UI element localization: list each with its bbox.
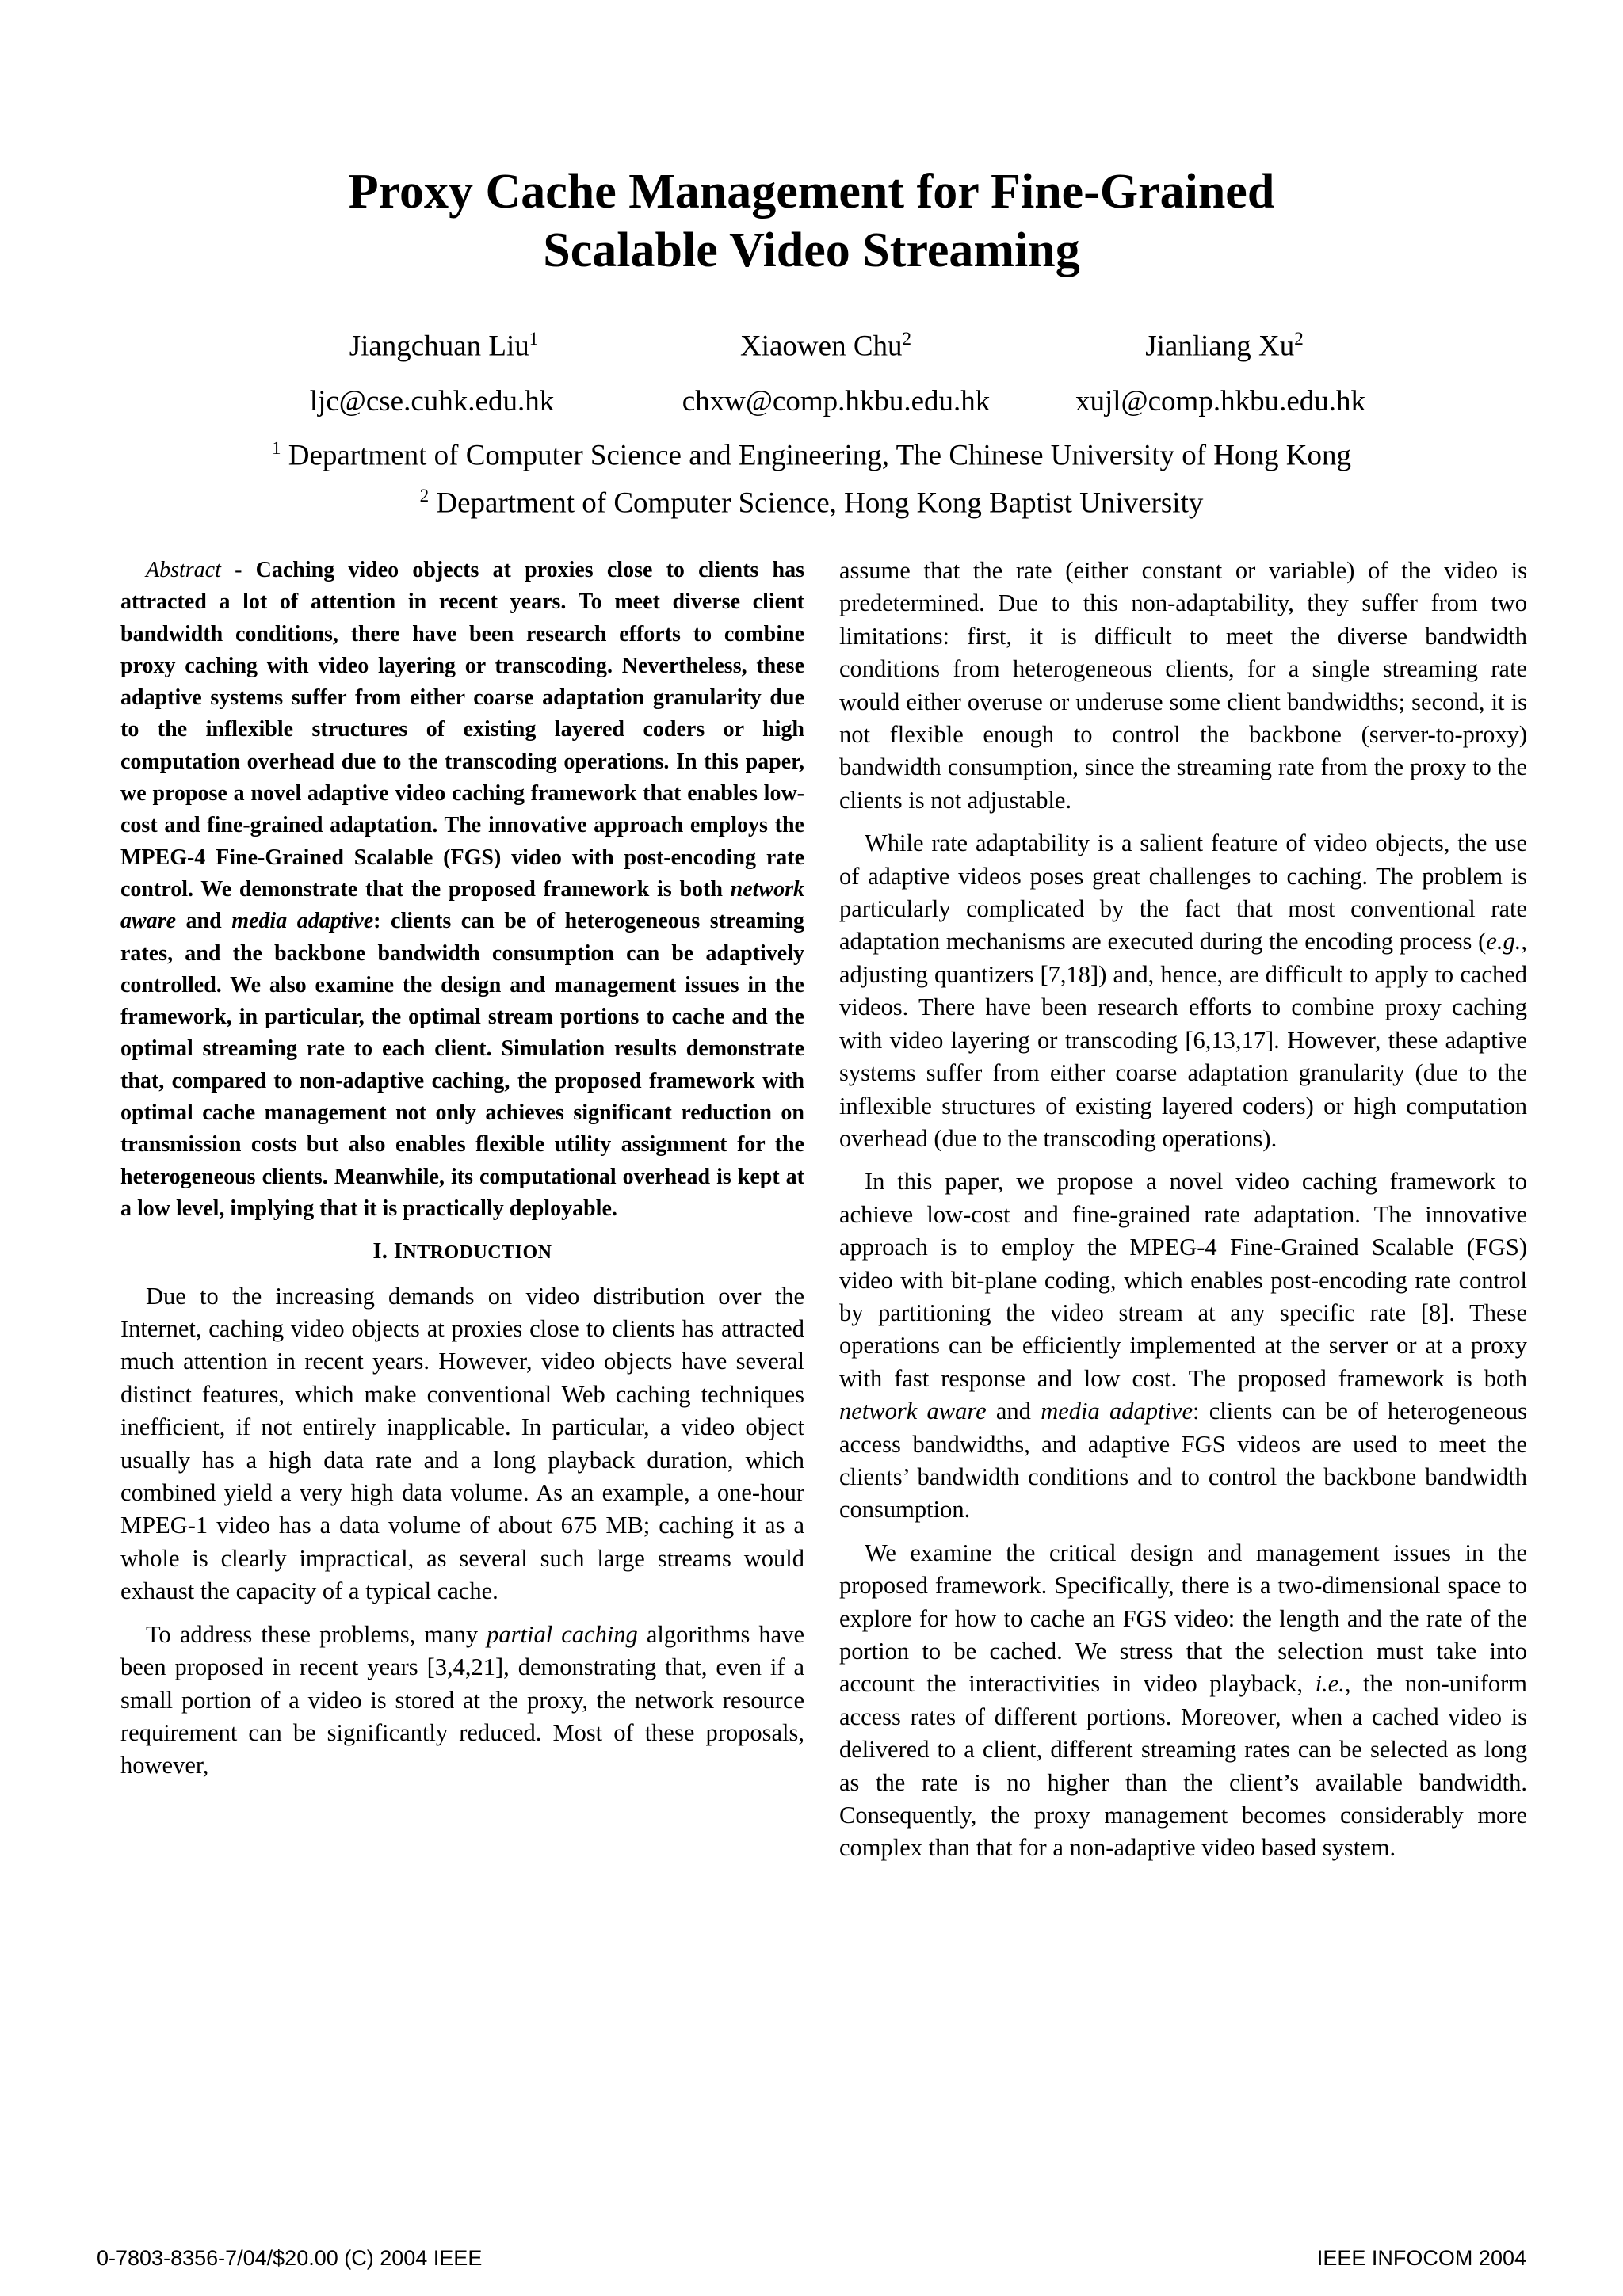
section-title: NTRODUCTION bbox=[403, 1242, 552, 1264]
section-heading-introduction bbox=[120, 1235, 804, 1269]
paragraph-emphasis: i.e. bbox=[1315, 1670, 1345, 1698]
affiliation-2 bbox=[0, 486, 1623, 520]
author-affil-mark: 2 bbox=[1294, 329, 1304, 349]
author-1 bbox=[238, 329, 650, 363]
body-paragraph: assume that the rate (either constant or variable) of the video is predetermined. Due to this non-adaptability, they suffer from two limitations: first, it is difficult to meet the diverse bandwidth conditions from heterogeneous clients, for a single streaming rate would either overuse or underuse some client bandwidths; second, it is not flexible enough to control the backbone (server-to-proxy) bandwidth consumption, since the streaming rate from the proxy to the clients is not adjustable. bbox=[839, 557, 1527, 814]
body-paragraph bbox=[839, 1537, 1527, 1865]
abstract-text: : clients can be of heterogeneous streaming rates, and the backbone bandwidth consumption can be adaptively controlled. We also examine the design and management issues in the framework, in particular, the optimal stream portions to cache and the optimal streaming rate to each client. Simulation results demonstrate that, compared to non-adaptive caching, the proposed framework with optimal cache management not only achieves significant reduction on transmission costs but also enables flexible utility assignment for the heterogeneous clients. Meanwhile, its computational overhead is kept at a low level, implying that it is practically deployable. bbox=[120, 909, 805, 1221]
paragraph-text: : clients can be of heterogeneous access bandwidths, and adaptive FGS videos are used to meet the clients’ bandwidth conditions and to control the backbone bandwidth consumption. bbox=[839, 1398, 1527, 1524]
title-line-2: Scalable Video Streaming bbox=[543, 223, 1080, 277]
paragraph-text: , the non-uniform access rates of different portions. Moreover, when a cached video is delivered to a client, different streaming rates can be selected as long as the rate is no higher than the client’s available bandwidth. Consequently, the proxy management becomes considerably more complex than that for a non-adaptive video based system. bbox=[839, 1670, 1527, 1862]
title-line-1: Proxy Cache Management for Fine-Grained bbox=[348, 165, 1275, 219]
author-email-3: xujl@comp.hkbu.edu.hk bbox=[1075, 385, 1365, 418]
section-number: I. I bbox=[372, 1239, 403, 1264]
paragraph-text: and bbox=[986, 1398, 1041, 1425]
paragraph-emphasis: media adaptive bbox=[1041, 1398, 1193, 1425]
affil-mark: 1 bbox=[271, 438, 281, 458]
author-email-1: ljc@cse.cuhk.edu.hk bbox=[309, 385, 555, 418]
affil-text: Department of Computer Science and Engineering, The Chinese University of Hong Kong bbox=[281, 439, 1352, 472]
author-affil-mark: 1 bbox=[529, 329, 539, 349]
footer-copyright: 0-7803-8356-7/04/$20.00 (C) 2004 IEEE bbox=[97, 2246, 483, 2270]
author-email-2: chxw@comp.hkbu.edu.hk bbox=[682, 385, 991, 418]
paper-title bbox=[0, 162, 1623, 280]
paragraph-text: algorithms have been proposed in recent years [3,4,21], demonstrating that, even if a small portion of a video is stored at the proxy, the network resource requirement can be significantly reduced. Most of these proposals, however, bbox=[120, 1620, 804, 1779]
abstract-emphasis: network aware bbox=[120, 876, 804, 934]
right-column bbox=[839, 555, 1527, 1875]
abstract-label: Abstract bbox=[146, 558, 221, 582]
paragraph-emphasis: e.g. bbox=[1486, 928, 1522, 955]
paragraph-text: While rate adaptability is a salient feature of video objects, the use of adaptive videos poses great challenges to caching. The problem is particularly complicated by the fact that most conventional rate adaptation mechanisms are executed during the encoding process ( bbox=[839, 830, 1527, 955]
footer-venue: IEEE INFOCOM 2004 bbox=[1316, 2246, 1526, 2270]
author-3 bbox=[1018, 329, 1430, 363]
author-name: Jiangchuan Liu bbox=[349, 330, 529, 363]
affiliation-1 bbox=[0, 438, 1623, 472]
paragraph-text: We examine the critical design and management issues in the proposed framework. Specifically, there is a two-dimensional space to explore for how to cache an FGS video: the length and the rate of the portion to be cached. We stress that the selection must take into account the interactivities in video playback, bbox=[839, 1539, 1527, 1698]
abstract-sep: - bbox=[220, 558, 256, 582]
body-paragraph bbox=[839, 827, 1527, 1155]
author-name: Xiaowen Chu bbox=[740, 330, 903, 363]
paragraph-text: , adjusting quantizers [7,18]) and, hence, are difficult to apply to cached videos. There have been research efforts to combine proxy caching with video layering or transcoding [6,13,17]. However, these adaptive systems suffer from either coarse adaptation granularity (due to the inflexible structures of existing layered coders) or high computation overhead (due to the transcoding operations). bbox=[839, 928, 1527, 1152]
author-names bbox=[0, 329, 1623, 376]
body-paragraph bbox=[839, 1165, 1527, 1526]
abstract bbox=[120, 555, 804, 1225]
author-2 bbox=[620, 329, 1032, 363]
body-paragraph: Due to the increasing demands on video distribution over the Internet, caching video objects at proxies close to clients has attracted much attention in recent years. However, video objects have several distinct features, which make conventional Web caching techniques inefficient, if not entirely inapplicable. In particular, a video object usually has a high data rate and a long playback duration, which combined yield a very high data volume. As an example, a one-hour MPEG-1 video has a data volume of about 675 MB; caching it as a whole is clearly impractical, as several such large streams would exhaust the capacity of a typical cache. bbox=[120, 1282, 804, 1605]
abstract-text: Caching video objects at proxies close to clients has attracted a lot of attention in recent years. To meet diverse client bandwidth conditions, there have been research efforts to combine proxy caching with video layering or transcoding. Nevertheless, these adaptive systems suffer from either coarse adaptation granularity due to the inflexible structures of existing layered coders or high computation overhead due to the transcoding operations. In this paper, we propose a novel adaptive video caching framework that enables low-cost and fine-grained adaptation. The innovative approach employs the MPEG-4 Fine-Grained Scalable (FGS) video with post-encoding rate control. We demonstrate that the proposed framework is both bbox=[120, 558, 805, 902]
paragraph-text: To address these problems, many bbox=[146, 1620, 487, 1648]
body-paragraph bbox=[120, 1619, 804, 1783]
paragraph-text: In this paper, we propose a novel video caching framework to achieve low-cost and fine-grained rate adaptation. The innovative approach is to employ the MPEG-4 Fine-Grained Scalable (FGS) video with bit-plane coding, which enables post-encoding rate control by partitioning the video stream at any specific rate [8]. These operations can be efficiently implemented at the server or at a proxy with fast response and low cost. The proposed framework is both bbox=[839, 1168, 1527, 1392]
paragraph-emphasis: network aware bbox=[839, 1398, 987, 1425]
affil-text: Department of Computer Science, Hong Kong Baptist University bbox=[429, 486, 1204, 520]
abstract-emphasis: media adaptive bbox=[231, 909, 374, 934]
affil-mark: 2 bbox=[419, 486, 430, 505]
abstract-text: and bbox=[176, 909, 232, 934]
left-column bbox=[120, 555, 804, 1793]
author-name: Jianliang Xu bbox=[1145, 330, 1295, 363]
paragraph-emphasis: partial caching bbox=[487, 1620, 638, 1648]
author-affil-mark: 2 bbox=[902, 329, 911, 349]
